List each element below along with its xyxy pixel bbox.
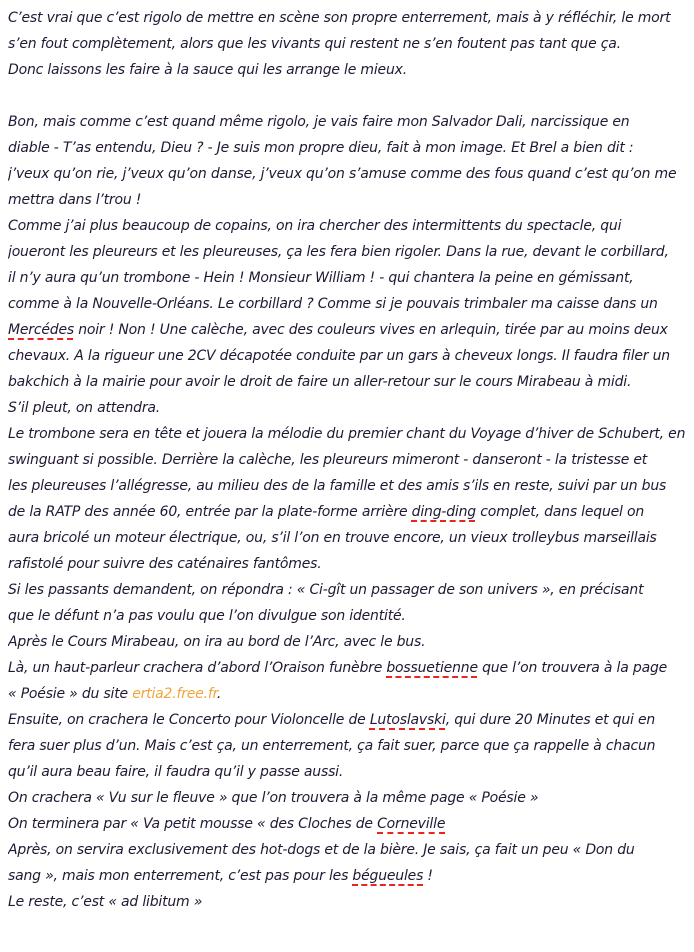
text-segment: de la RATP des année 60, entrée par la plate-forme arrière <box>8 504 412 520</box>
text-segment: Après le Cours Mirabeau, on ira au bord de l’Arc, avec le bus. <box>8 634 426 650</box>
text-line <box>8 655 688 681</box>
text-segment: aura bricolé un moteur électrique, ou, s’il l’on en trouve encore, un vieux trolleybus marseillais <box>8 530 657 546</box>
text-line <box>8 135 688 161</box>
text-segment: Après, on servira exclusivement des hot-dogs et de la bière. Je sais, ça fait un peu « Don du <box>8 842 635 858</box>
text-segment: diable - T’as entendu, Dieu ? - Je suis mon propre dieu, fait à mon image. Et Brel a bien dit : <box>8 140 634 156</box>
text-segment: que le défunt n’a pas voulu que l’on divulgue son identité. <box>8 608 406 624</box>
text-segment: Comme j’ai plus beaucoup de copains, on ira chercher des intermittents du spectacle, qui <box>8 218 622 234</box>
text-line <box>8 161 688 187</box>
text-line <box>8 577 688 603</box>
text-line <box>8 863 688 889</box>
text-segment: C’est vrai que c’est rigolo de mettre en scène son propre enterrement, mais à y réfléchir, le mort <box>8 10 671 26</box>
text-segment: il n’y aura qu’un trombone - Hein ! Monsieur William ! - qui chantera la peine en gémissant, <box>8 270 634 286</box>
text-line <box>8 525 688 551</box>
text-line <box>8 811 688 837</box>
text-line <box>8 395 688 421</box>
text-line <box>8 369 688 395</box>
misspelled-word: Mercédes <box>8 322 74 338</box>
text-line <box>8 733 688 759</box>
text-line <box>8 499 688 525</box>
text-segment: Si les passants demandent, on répondra : « Ci-gît un passager de son univers », en précisant <box>8 582 644 598</box>
text-segment: noir ! Non ! Une calèche, avec des couleurs vives en arlequin, tirée par au moins deux <box>73 322 668 338</box>
text-line <box>8 785 688 811</box>
text-line <box>8 681 688 707</box>
text-line <box>8 603 688 629</box>
misspelled-word: bossuetienne <box>386 660 478 676</box>
text-line <box>8 889 688 915</box>
text-line <box>8 629 688 655</box>
text-segment: j’veux qu’on rie, j’veux qu’on danse, j’veux qu’on s’amuse comme des fous quand c’est qu’on me <box>8 166 677 182</box>
text-segment: swinguant si possible. Derrière la calèche, les pleureurs mimeront - danseront - la tristesse et <box>8 452 648 468</box>
text-segment: On terminera par « Va petit mousse « des Cloches de <box>8 816 378 832</box>
misspelled-word: bégueules <box>352 868 424 884</box>
text-segment: , qui dure 20 Minutes et qui en <box>445 712 656 728</box>
text-line <box>8 447 688 473</box>
document-body <box>8 5 688 915</box>
text-segment: bakchich à la mairie pour avoir le droit de faire un aller-retour sur le cours Mirabeau à midi. <box>8 374 632 390</box>
site-link[interactable]: ertia2.free.fr <box>132 686 217 702</box>
text-line <box>8 31 688 57</box>
text-line <box>8 707 688 733</box>
text-line <box>8 265 688 291</box>
text-segment: sang », mais mon enterrement, c’est pas pour les <box>8 868 353 884</box>
text-segment: On crachera « Vu sur le fleuve » que l’on trouvera à la même page « Poésie » <box>8 790 539 806</box>
misspelled-word: Lutoslavski <box>369 712 446 728</box>
text-segment: comme à la Nouvelle-Orléans. Le corbillard ? Comme si je pouvais trimbaler ma caisse dans un <box>8 296 658 312</box>
text-segment: joueront les pleureurs et les pleureuses, ça les fera bien rigoler. Dans la rue, devant le corbillard, <box>8 244 669 260</box>
text-segment: « Poésie » du site <box>8 686 133 702</box>
text-line <box>8 837 688 863</box>
text-segment: ! <box>423 868 433 884</box>
text-segment: complet, dans lequel on <box>475 504 645 520</box>
misspelled-word: Corneville <box>377 816 446 832</box>
text-segment: Bon, mais comme c’est quand même rigolo, je vais faire mon Salvador Dali, narcissique en <box>8 114 630 130</box>
text-segment: fera suer plus d’un. Mais c’est ça, un enterrement, ça fait suer, parce que ça rappelle à chacun <box>8 738 656 754</box>
text-segment: mettra dans l’trou ! <box>8 192 142 208</box>
text-line <box>8 473 688 499</box>
text-segment: Le reste, c’est « ad libitum » <box>8 894 203 910</box>
text-segment: Ensuite, on crachera le Concerto pour Violoncelle de <box>8 712 370 728</box>
blank-line <box>8 83 688 109</box>
text-line <box>8 551 688 577</box>
text-segment: chevaux. A la rigueur une 2CV décapotée conduite par un gars à cheveux longs. Il faudra filer un <box>8 348 670 364</box>
text-segment: les pleureuses l’allégresse, au milieu des de la famille et des amis s’ils en reste, suivi par un bus <box>8 478 667 494</box>
text-segment: rafistolé pour suivre des caténaires fantômes. <box>8 556 322 572</box>
text-segment: . <box>216 686 222 702</box>
text-segment: que l’on trouvera à la page <box>477 660 668 676</box>
text-segment: s’en fout complètement, alors que les vivants qui restent ne s’en foutent pas tant que ça. <box>8 36 621 52</box>
text-line <box>8 317 688 343</box>
text-segment: Le trombone sera en tête et jouera la mélodie du premier chant du Voyage d’hiver de Schubert, en <box>8 426 686 442</box>
text-line <box>8 5 688 31</box>
text-segment: qu’il aura beau faire, il faudra qu’il y passe aussi. <box>8 764 344 780</box>
text-line <box>8 291 688 317</box>
text-segment: S’il pleut, on attendra. <box>8 400 161 416</box>
text-line <box>8 213 688 239</box>
text-line <box>8 421 688 447</box>
text-line <box>8 239 688 265</box>
text-line <box>8 109 688 135</box>
text-line <box>8 759 688 785</box>
text-line <box>8 57 688 83</box>
text-segment: Donc laissons les faire à la sauce qui les arrange le mieux. <box>8 62 407 78</box>
misspelled-word: ding-ding <box>411 504 476 520</box>
text-line <box>8 343 688 369</box>
text-segment: Là, un haut-parleur crachera d’abord l’Oraison funèbre <box>8 660 387 676</box>
text-line <box>8 187 688 213</box>
